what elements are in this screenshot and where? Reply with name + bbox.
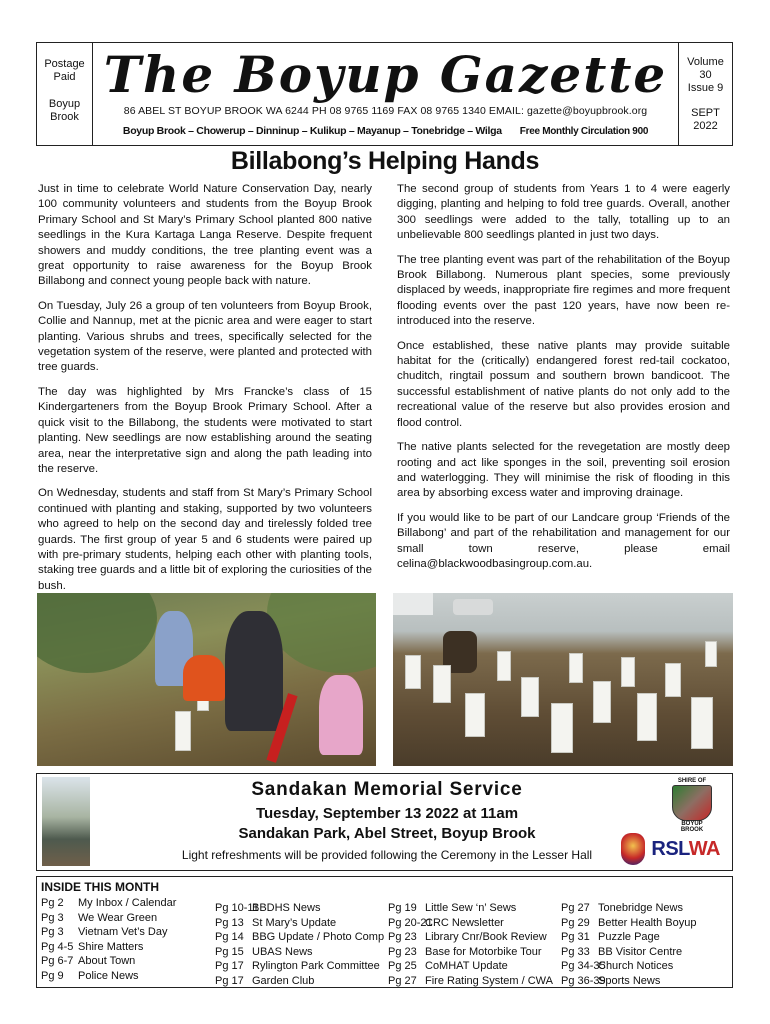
inside-this-month [36, 876, 733, 988]
contents-item: Pg 13 St Mary’s Update [215, 916, 337, 929]
contents-item: Pg 25 CoMHAT Update [388, 960, 508, 973]
article-paragraph: The native plants selected for the revegetation are mostly deep rooting and act like sponges in the soil, preventing soil erosion and waterlogging. They will minimise the risk of flooding in this area by absorbing excess water and improving drainage. [397, 441, 730, 500]
contents-item: Pg 34-35Church Notices [561, 960, 674, 973]
contents-item: Pg 6-7 About Town [41, 955, 136, 968]
contents-column [41, 896, 176, 984]
article-paragraph: Once established, these native plants may provide suitable habitat for the (critically) endangered forest red-tail cockatoo, chuditch, ringtail possum and southern brown bandicoot. The successful establishment of native plants do not only add to the recreational value of the reserve but also provides erosion and flood control. [397, 339, 730, 429]
circulation-label: Free Monthly Circulation 900 [519, 126, 649, 137]
contents-item: Pg 20-21CRC Newsletter [388, 916, 504, 929]
article-paragraph: The tree planting event was part of the rehabilitation of the Boyup Brook Billabong. Numerous plant species, some previously displaced by weeds, inappropriate fire regimes and more frequent flooding events over the past 120 years, have now been re-introduced into the reserve. [397, 253, 730, 328]
postage-paid-box [37, 43, 93, 145]
contents-item: Pg 3 Vietnam Vet’s Day [41, 926, 168, 939]
memorial-date: Tuesday, September 13 2022 at 11am [255, 805, 519, 822]
contents-item: Pg 4-5 Shire Matters [41, 940, 144, 953]
town-label-2: Brook [50, 111, 79, 123]
postage-label: Postage [44, 58, 85, 70]
article-paragraph: The second group of students from Years 1 to 4 were eagerly digging, planting and helping to fold tree guards. Overall, another 300 seedlings were added to the tally, totalling up to an unbelievable 800 seedlings planted in just two days. [397, 183, 730, 242]
contents-item: Pg 29 Better Health Boyup [561, 916, 697, 929]
memorial-notice [36, 773, 733, 871]
contents-title: INSIDE THIS MONTH [41, 880, 160, 894]
article-paragraph: Just in time to celebrate World Nature Conservation Day, nearly 100 community volunteers and students from the Boyup Brook Primary School and St Mary’s Primary School planted 800 native seedlings in the Kura Kartaga Langa Reserve. Despite frequent showers and muddy conditions, the tree planting event was a great opportunity to raise awareness for the Boyup Brook Billabong and connect young people back with nature. [38, 183, 372, 288]
contents-item: Pg 27 Fire Rating System / CWA [388, 974, 553, 987]
shire-logo-top-text: SHIRE OF [677, 778, 707, 784]
issue-number: Issue 9 [687, 82, 724, 94]
contents-column [561, 901, 696, 989]
contents-item: Pg 27 Tonebridge News [561, 902, 683, 914]
volume-number: 30 [699, 69, 712, 81]
rsl-crest-icon [621, 833, 645, 865]
town-label: Boyup [48, 98, 81, 110]
memorial-place: Sandakan Park, Abel Street, Boyup Brook [238, 825, 536, 842]
issue-year: 2022 [693, 120, 718, 132]
volume-label: Volume [687, 56, 724, 68]
contents-item: Pg 14 BBG Update / Photo Comp [215, 931, 385, 944]
contents-item: Pg 33 BB Visitor Centre [561, 945, 683, 958]
photo-tree-guards [393, 593, 733, 766]
contents-column [215, 901, 384, 989]
contents-column [388, 901, 553, 989]
contents-item: Pg 9 Police News [41, 969, 139, 982]
shire-crest-icon [672, 785, 712, 821]
memorial-title: Sandakan Memorial Service [251, 779, 523, 800]
contents-item: Pg 2 My Inbox / Calendar [41, 897, 177, 909]
shire-logo-bottom-text: BOYUP BROOK [680, 821, 704, 833]
newspaper-title: The Boyup Gazette [103, 45, 668, 104]
memorial-photo [42, 777, 90, 866]
article-column-right [397, 182, 730, 581]
masthead-center [93, 43, 678, 145]
article-column-left [38, 182, 372, 603]
article-paragraph: On Tuesday, July 26 a group of ten volunteers from Boyup Brook, Collie and Nannup, met at the picnic area and were eager to start planting. Various shrubs and trees, specifically selected for the vegetation system of the reserve, were planted and protected with tree guards. [38, 299, 372, 374]
volume-box [678, 43, 732, 145]
contact-address: 86 ABEL ST BOYUP BROOK WA 6244 PH 08 9765 1169 FAX 08 9765 1340 EMAIL: gazette@boyupbrook.org [123, 105, 648, 117]
rsl-wa-logo [621, 832, 720, 866]
contents-item: Pg 10-11BBDHS News [215, 902, 321, 914]
article-paragraph: If you would like to be part of our Landcare group ‘Friends of the Billabong’ and part of the rehabilitation and management for our small town reserve, please email celina@blackwoodbasingroup.com.au. [397, 511, 730, 570]
contents-item: Pg 15 UBAS News [215, 945, 313, 958]
contents-item: Pg 19 Little Sew ‘n’ Sews [388, 902, 517, 914]
contents-item: Pg 17 Garden Club [215, 974, 315, 987]
paid-label: Paid [53, 71, 76, 83]
contents-item: Pg 23 Base for Motorbike Tour [388, 945, 542, 958]
contents-item: Pg 3 We Wear Green [41, 911, 158, 924]
masthead [36, 42, 733, 146]
shire-logo [670, 778, 714, 833]
photo-children-planting [37, 593, 376, 766]
memorial-note: Light refreshments will be provided following the Ceremony in the Lesser Hall [181, 848, 593, 862]
towns-list: Boyup Brook – Chowerup – Dinninup – Kulikup – Mayanup – Tonebridge – Wilga [122, 125, 502, 137]
contents-item: Pg 23 Library Cnr/Book Review [388, 931, 547, 944]
contents-item: Pg 17 Rylington Park Committee [215, 960, 380, 973]
article-paragraph: On Wednesday, students and staff from St Mary’s Primary School continued with planting and staking, supported by two volunteers who agreed to help on the second day and tirelessly folded tree guards. The first group of year 5 and 6 students were paired up with pre-primary students, helping each other with planting tools, staking tree guards and a little bit of exploring the curiosities of the bush. [38, 487, 372, 592]
contents-item: Pg 31 Puzzle Page [561, 931, 660, 944]
contents-item: Pg 36-39Sports News [561, 974, 661, 987]
rsl-wa-wordmark: RSLWA [651, 837, 720, 860]
article-headline: Billabong’s Helping Hands [230, 147, 540, 175]
towns-line [93, 125, 678, 137]
article-paragraph: The day was highlighted by Mrs Francke’s class of 15 Kindergarteners from the Boyup Brook Primary School. After a quick visit to the Billabong, the students were motivated to start planting. New seedlings are now establishing around the seating area, near the interpretative sign and along the path leading into the reserve. [38, 385, 372, 475]
issue-month: SEPT [691, 107, 720, 119]
